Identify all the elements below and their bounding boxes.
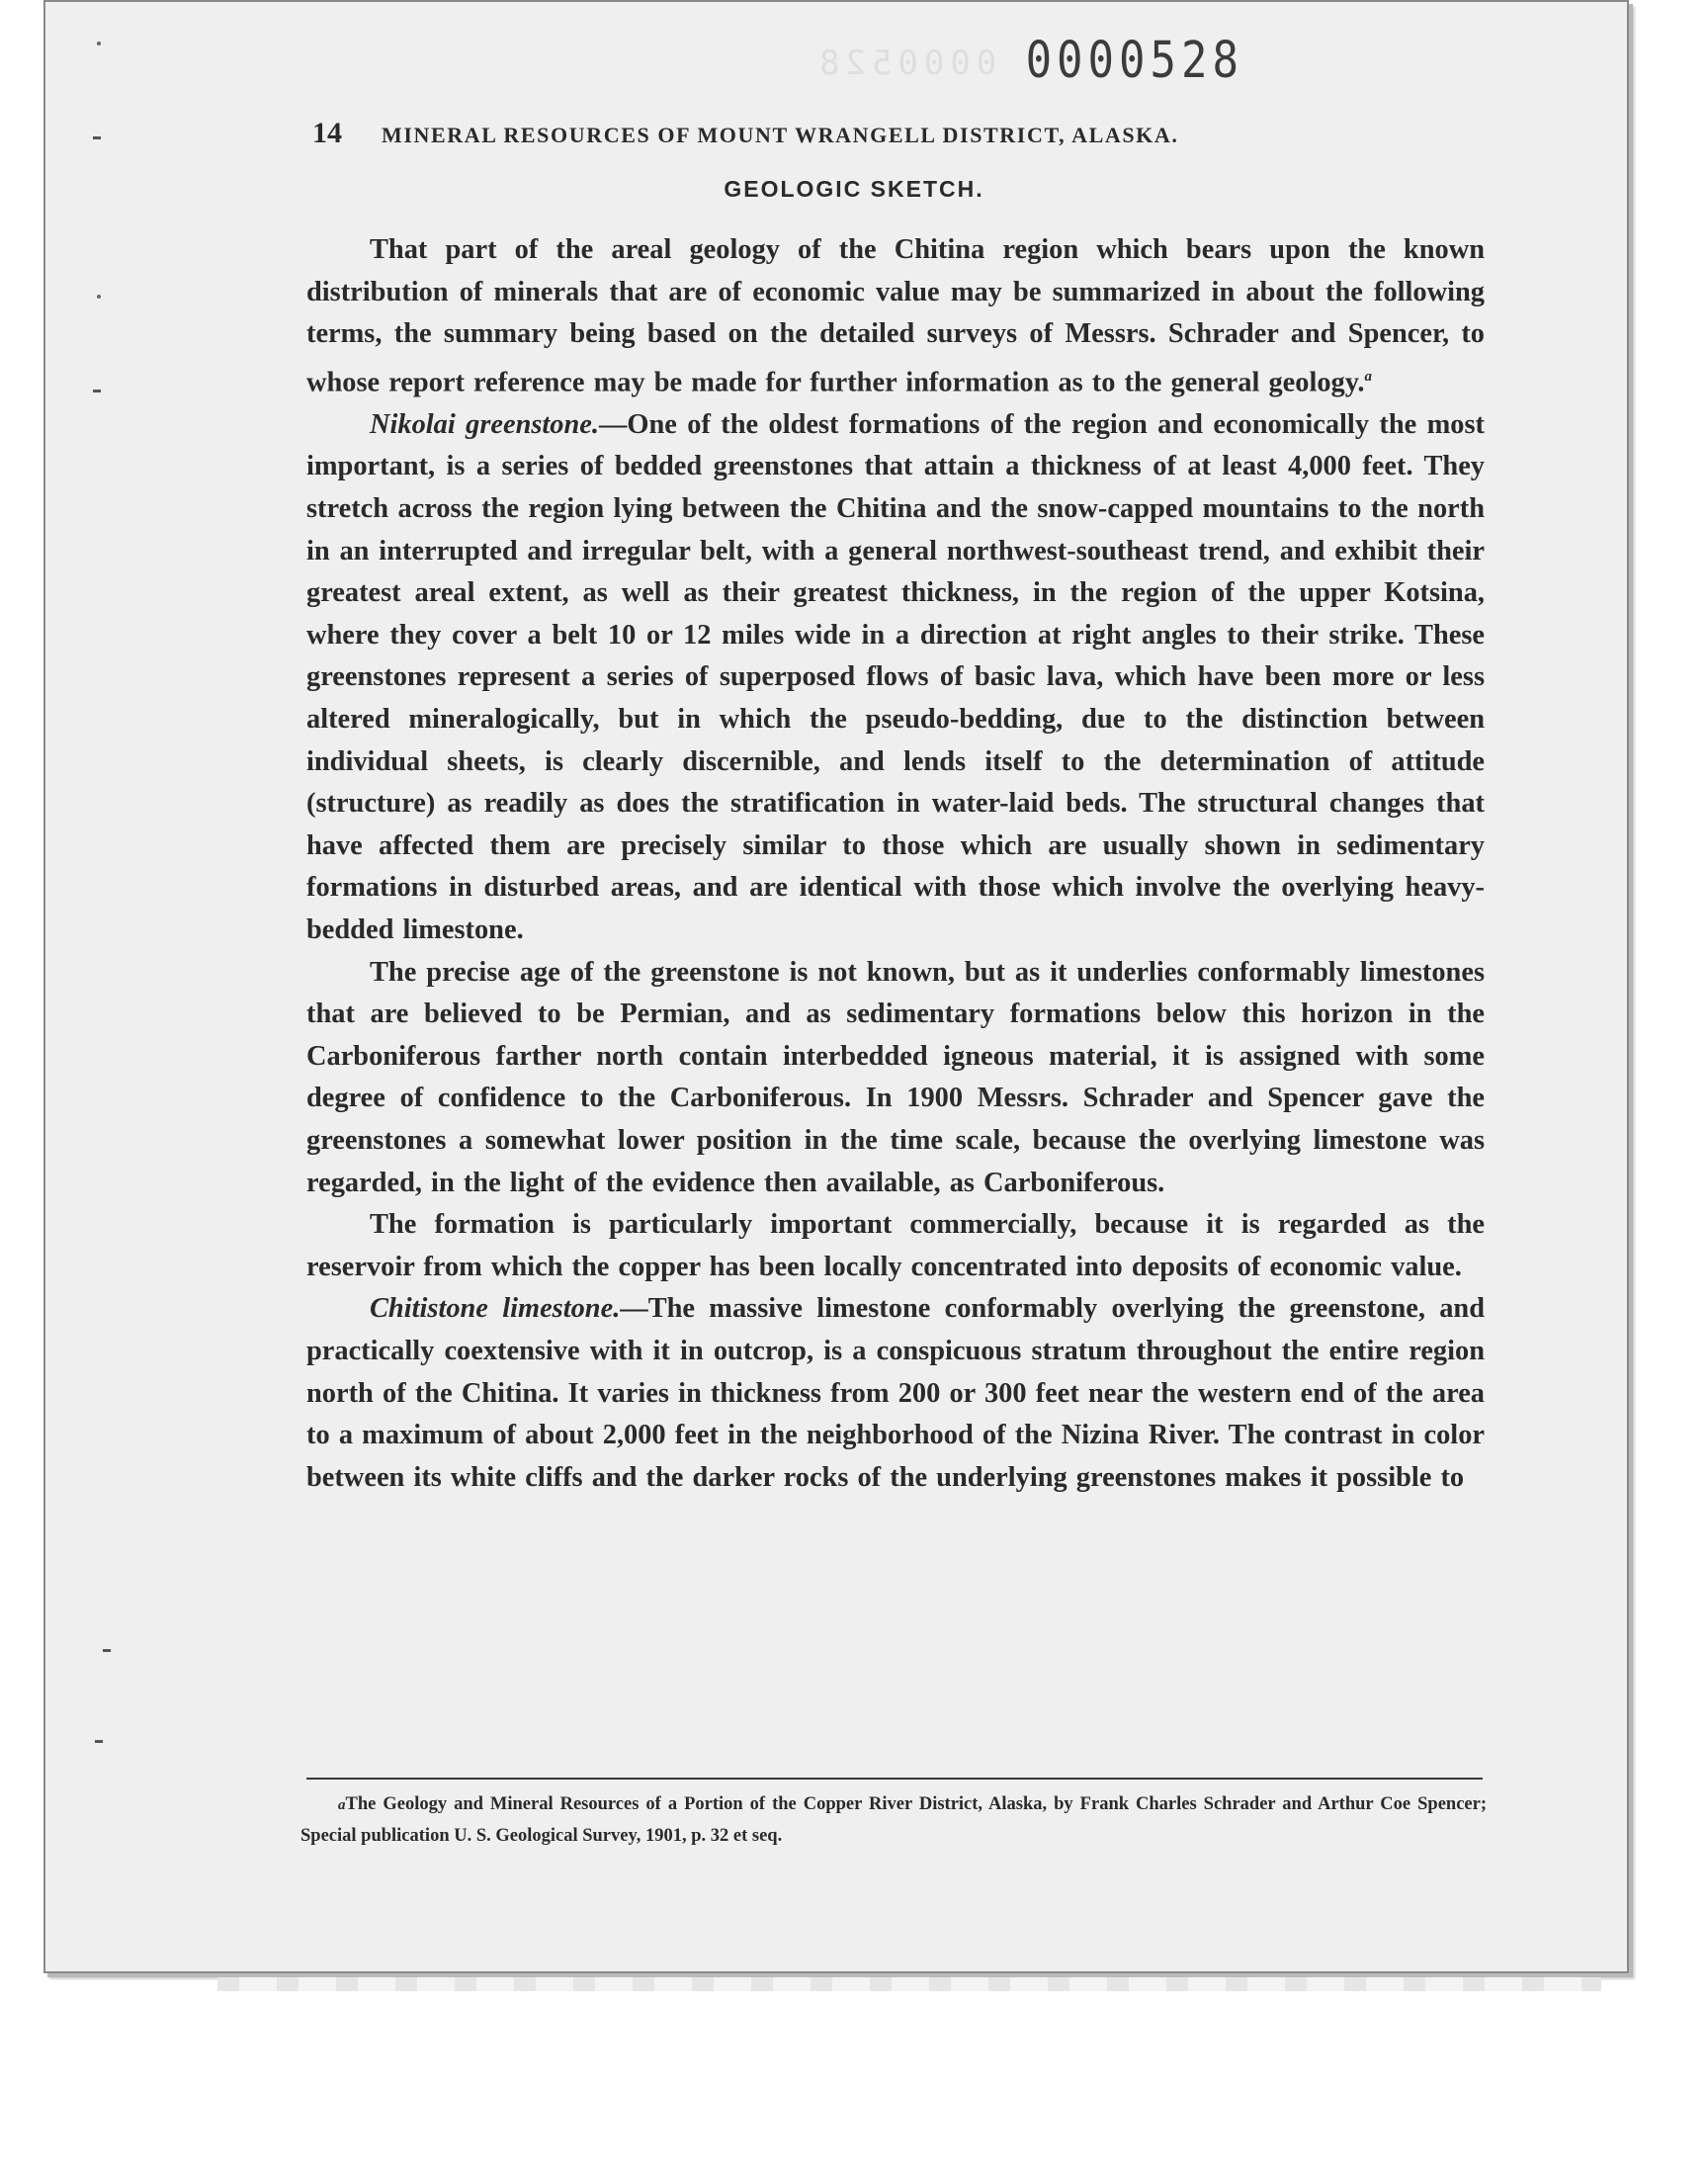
paragraph-text: —One of the oldest formations of the region and economically the most important, is a series of bedded greenstones that attain a thickness of at least 4,000 feet. They stretch across the region lying between the Chitina and the snow-capped mountains to the north in an interrupted and irregular belt, with a general northwest-southeast trend, and exhibit their greatest areal extent, as well as their greatest thickness, in the region of the upper Kotsina, where they cover a belt 10 or 12 miles wide in a direction at right angles to their strike. These greenstones represent a series of superposed flows of basic lava, which have been more or less altered mineralogically, but in which the pseudo-bedding, due to the distinction between individual sheets, is clearly discernible, and lends itself to the determination of attitude (structure) as readily as does the stratification in water-laid beds. The structural changes that have affected them are precisely similar to those which are usually shown in sedimentary formations in disturbed areas, and are identical with those which involve the overlying heavy-bedded limestone.	[306, 408, 1485, 945]
paragraph-text: —The massive limestone conformably overlying the greenstone, and practically coextensive with it in outcrop, is a conspicuous stratum throughout the entire region north of the Chitina. It varies in thickness from 200 or 300 feet near the western end of the area to a maximum of about 2,000 feet in the neighborhood of the Nizina River. The contrast in color between its white cliffs and the darker rocks of the underlying greenstones makes it possible to	[306, 1293, 1486, 1493]
footnote-text: The Geology and Mineral Resources of a Portion of the Copper River District, Alaska, by Frank Charles Schrader and Arthur Coe Spencer; Special publication U. S. Geological Survey, 1901, p. 32 et seq.	[300, 1794, 1487, 1846]
margin-dot	[97, 42, 101, 45]
paragraph	[306, 952, 1485, 1205]
paragraph	[306, 1288, 1485, 1499]
body-text	[306, 229, 1485, 1499]
bleed-through-number: 0000528	[812, 44, 996, 83]
paragraph-text: That part of the areal geology of the Chitina region which bears upon the known distribution of minerals that are of economic value may be summarized in about the following terms, the summary being based on the detailed surveys of Messrs. Schrader and Spencer, to whose report reference may be made for further information as to the general geology.	[306, 234, 1485, 398]
page-number: 14	[312, 117, 342, 149]
footnote	[300, 1789, 1487, 1852]
run-in-heading: Chitistone limestone.	[370, 1293, 621, 1325]
paragraph	[306, 229, 1485, 404]
margin-mark	[95, 1740, 103, 1743]
footnote-rule	[306, 1778, 1483, 1780]
margin-mark	[93, 136, 101, 139]
running-head-title: MINERAL RESOURCES OF MOUNT WRANGELL DISTRICT, ALASKA.	[382, 123, 1179, 147]
margin-mark	[103, 1649, 111, 1652]
section-title: GEOLOGIC SKETCH.	[724, 176, 984, 202]
paragraph	[306, 404, 1485, 952]
paragraph-text: The formation is particularly important commercially, because it is regarded as the reservoir from which the copper has been locally concentrated into deposits of economic value.	[306, 1209, 1485, 1282]
margin-dot	[97, 295, 101, 299]
paragraph	[306, 1204, 1485, 1288]
margin-mark	[93, 390, 101, 392]
paragraph-text: The precise age of the greenstone is not known, but as it underlies conformably limestones that are believed to be Permian, and as sedimentary formations below this horizon in the Carboniferous farther north contain interbedded igneous material, it is assigned with some degree of confidence to the Carboniferous. In 1900 Messrs. Schrader and Spencer gave the greenstones a somewhat lower position in the time scale, because the overlying limestone was regarded, in the light of the evidence then available, as Carboniferous.	[306, 956, 1485, 1198]
scanner-edge-strip	[217, 1977, 1601, 1991]
run-in-heading: Nikolai greenstone.	[370, 408, 599, 440]
footnote-reference: a	[1364, 368, 1372, 385]
document-number-stamp: 0000528	[1025, 32, 1243, 90]
running-head	[267, 117, 1359, 156]
footnote-mark: a	[338, 1797, 346, 1813]
